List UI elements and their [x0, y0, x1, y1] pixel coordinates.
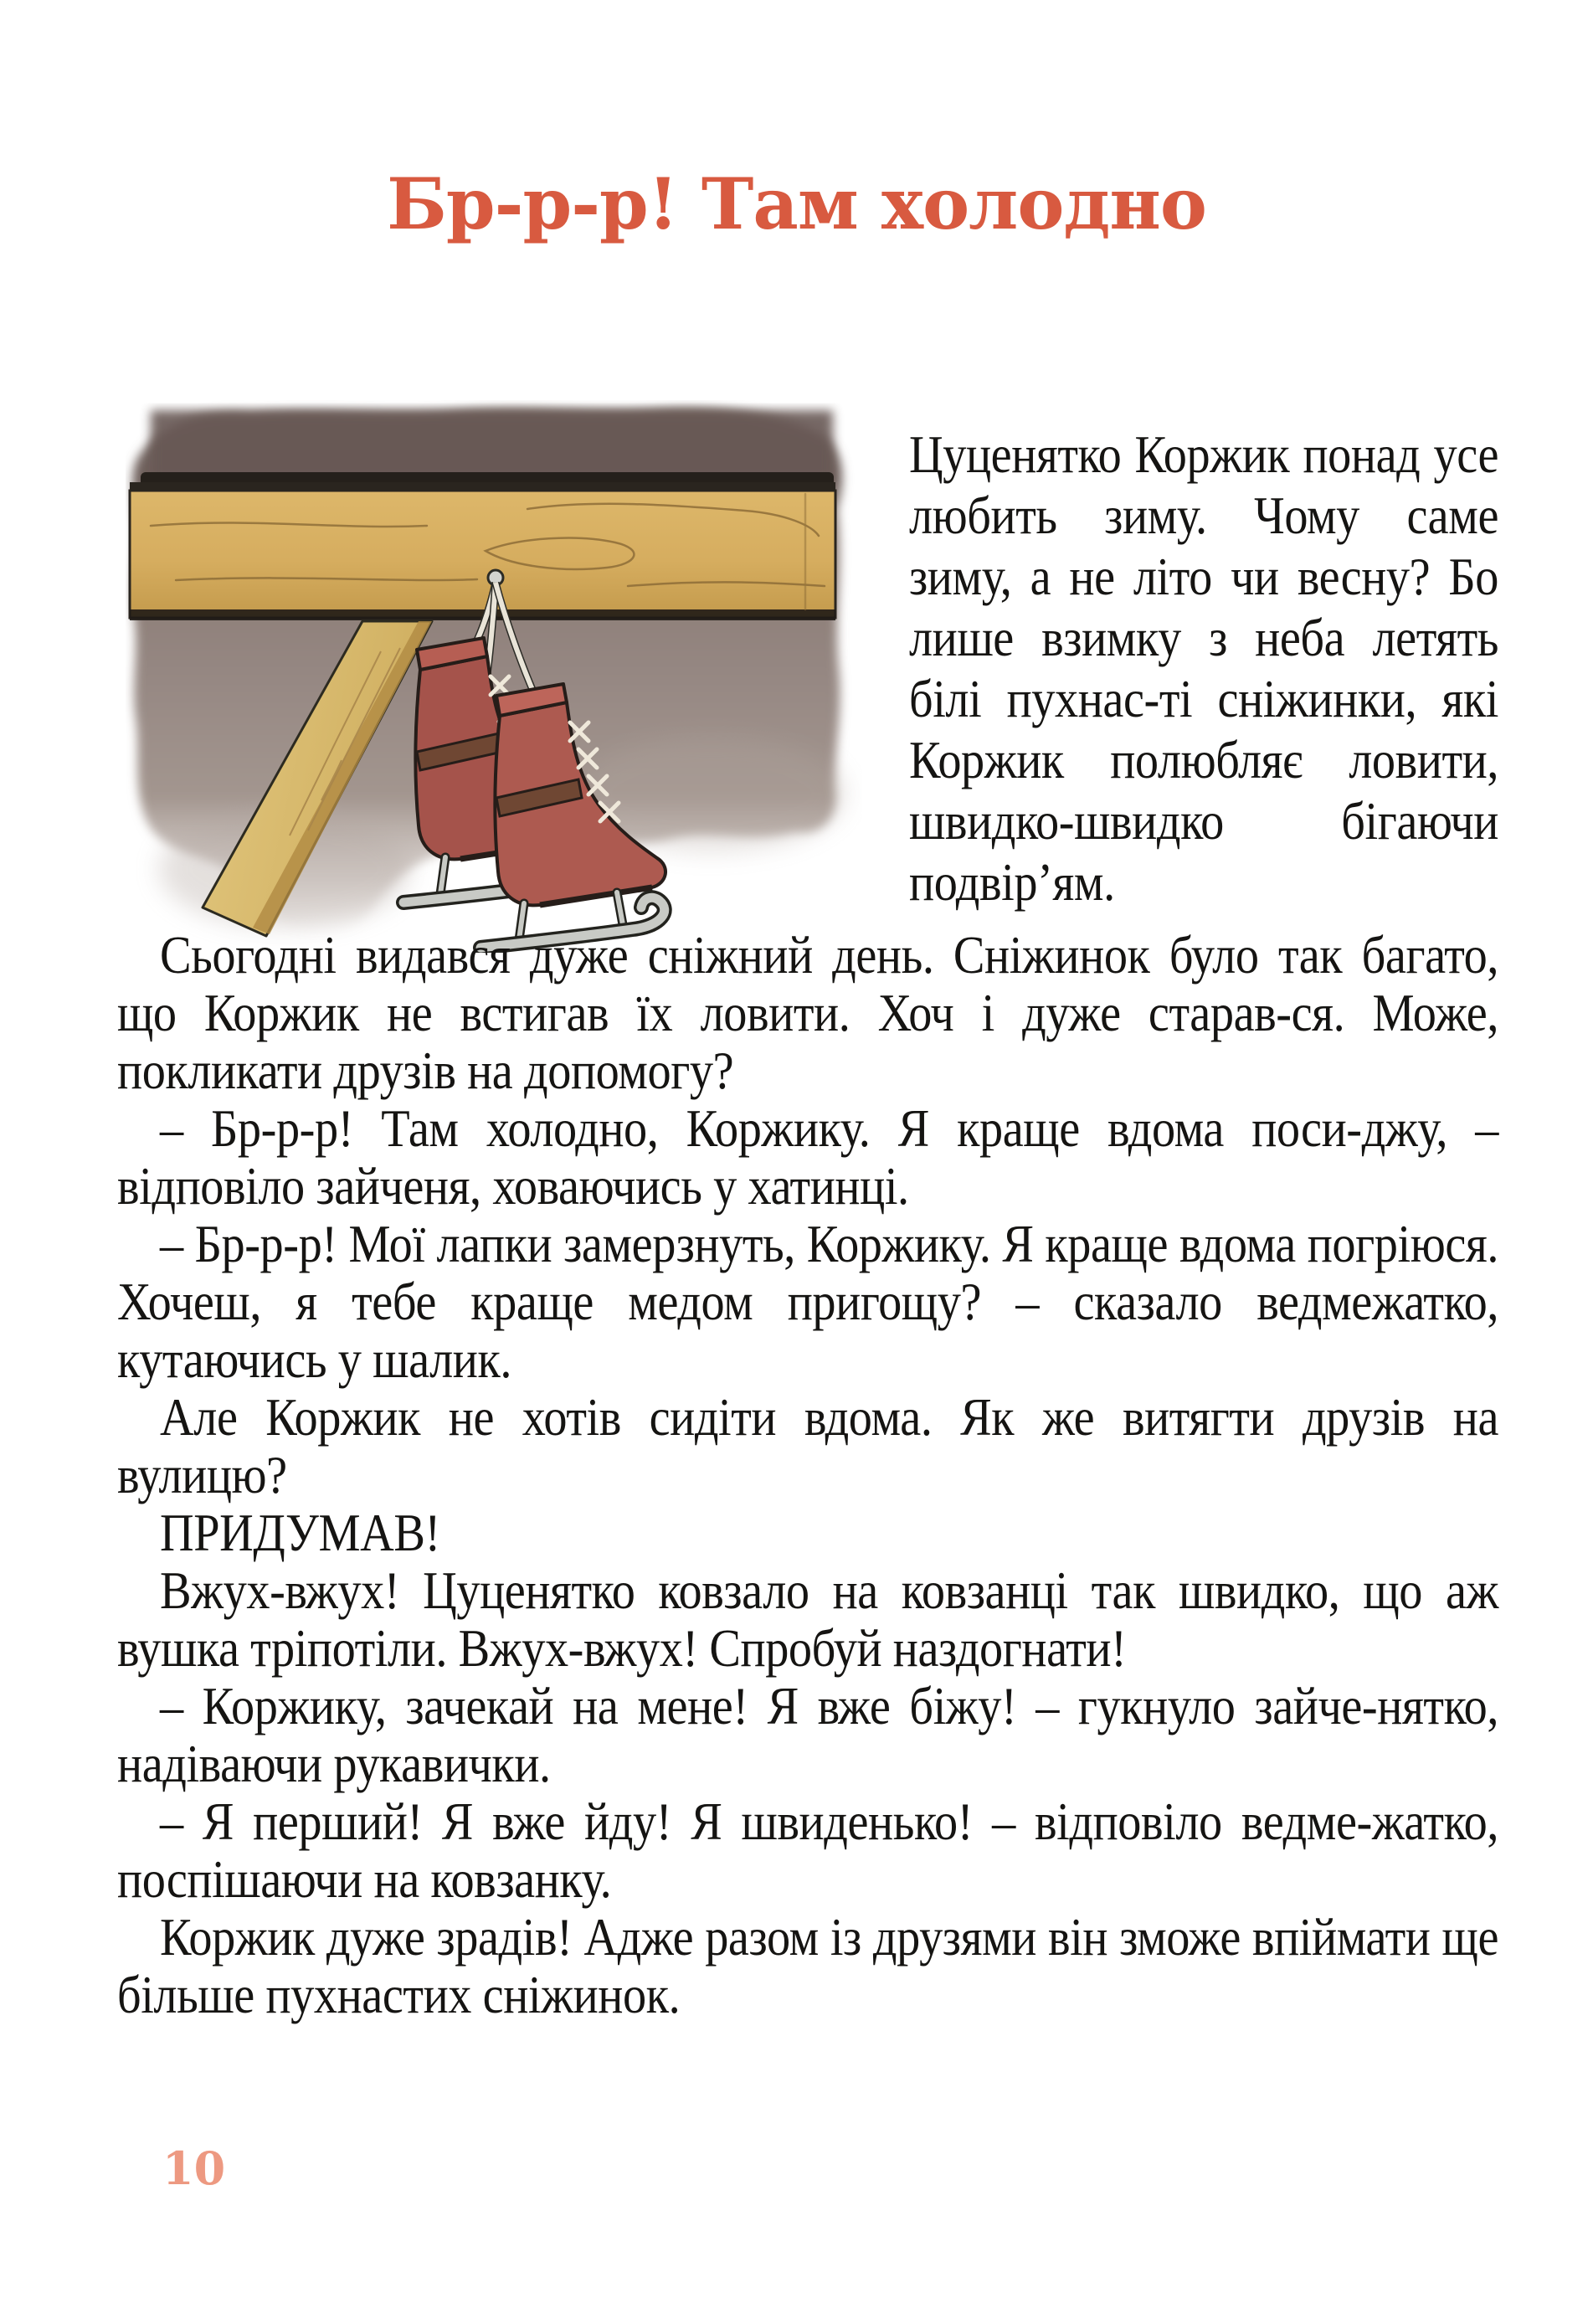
wooden-beam	[130, 482, 835, 620]
story-body	[117, 926, 1498, 2023]
story-paragraph: – Бр-р-р! Там холодно, Коржику. Я краще вдома поси-джу, – відповіло зайченя, ховаючись у хатинці.	[117, 1098, 1498, 1216]
story-paragraph: Але Коржик не хотів сидіти вдома. Як же витягти друзів на вулицю?	[117, 1387, 1498, 1504]
story-intro-paragraph: Цуценятко Коржик понад усе любить зиму. Чому саме зиму, а не літо чи весну? Бо лише взимку з неба летять білі пухнас-ті сніжинки, які Коржик полюбляє ловити, швидко-швидко бігаючи подвір’ям.	[909, 424, 1498, 912]
story-paragraph: Коржик дуже зрадів! Адже разом із друзями він зможе впіймати ще більше пухнастих сніжинок.	[117, 1907, 1498, 2024]
story-paragraph: Сьогодні видався дуже сніжний день. Сніжинок було так багато, що Коржик не встигав їх ловити. Хоч і дуже старав-ся. Може, покликати друзів на допомогу?	[117, 925, 1498, 1100]
story-paragraph: ПРИДУМАВ!	[160, 1503, 440, 1562]
page-title: Бр-р-р! Там холодно	[387, 162, 1206, 245]
story-paragraph: – Коржику, зачекай на мене! Я вже біжу! – гукнуло зайче-нятко, надіваючи рукавички.	[117, 1676, 1498, 1793]
skates-illustration	[126, 400, 862, 953]
story-paragraph: Вжух-вжух! Цуценятко ковзало на ковзанці так швидко, що аж вушка тріпотіли. Вжух-вжух! Спробуй наздогнати!	[117, 1560, 1498, 1678]
story-paragraph: – Я перший! Я вже йду! Я швиденько! – відповіло ведме-жатко, поспішаючи на ковзанку.	[117, 1792, 1498, 1909]
page-number: 10	[162, 2141, 226, 2195]
story-paragraph: – Бр-р-р! Мої лапки замерзнуть, Коржику. Я краще вдома погріюся. Хочеш, я тебе краще медом пригощу? – сказало ведмежатко, кутаючись у шалик.	[117, 1214, 1498, 1389]
